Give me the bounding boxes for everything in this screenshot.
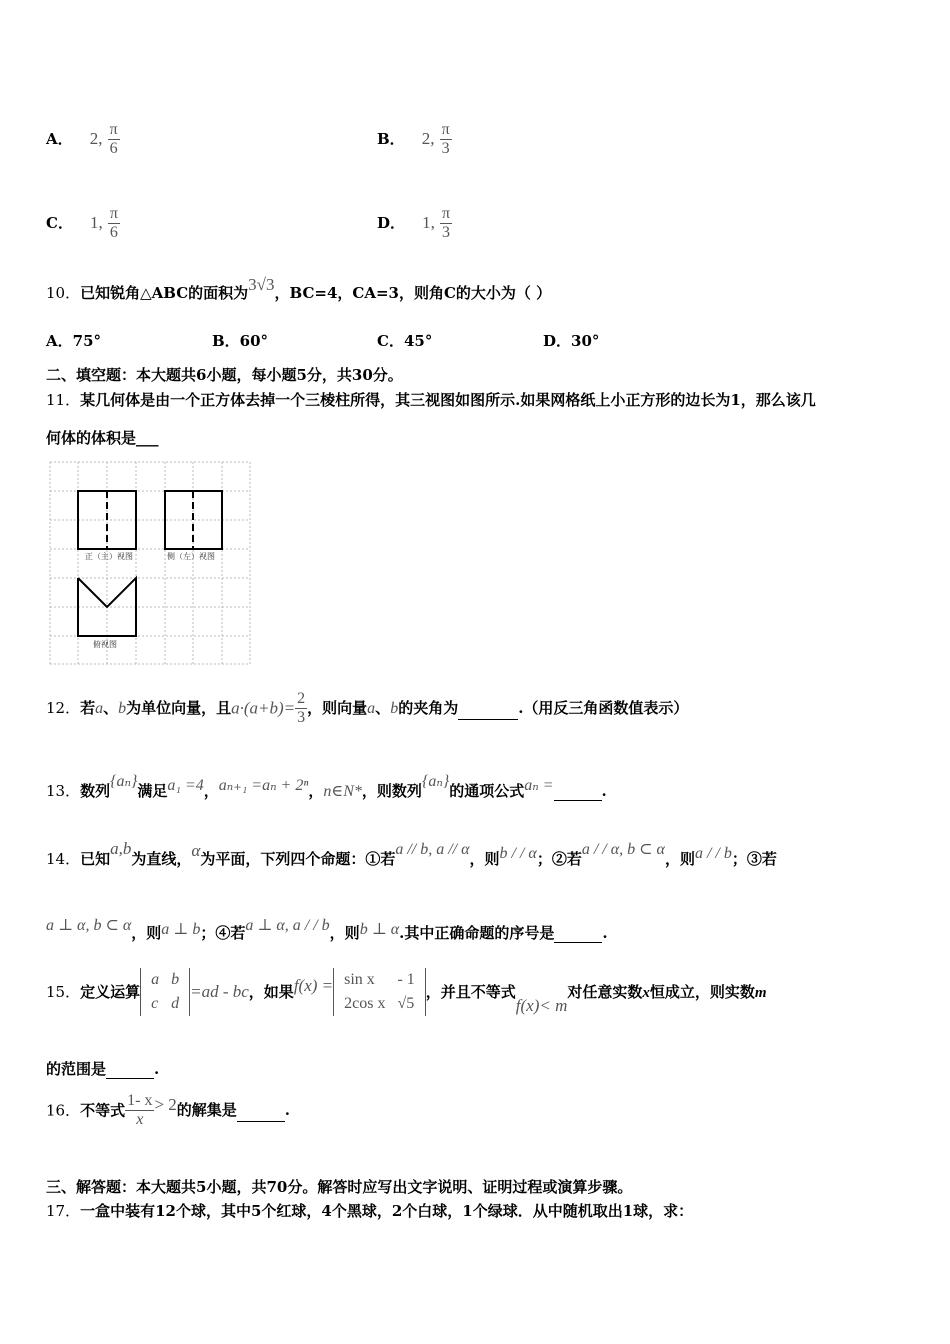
- separator: 、: [375, 699, 391, 717]
- determinant-definition: [140, 968, 190, 1016]
- option-prefix: 1,: [90, 213, 103, 232]
- general-term: aₙ =: [524, 777, 554, 794]
- question-text: 的解集是: [176, 1101, 237, 1119]
- q10-option-b[interactable]: B．60°: [212, 332, 269, 350]
- q10-option-c[interactable]: C．45°: [377, 332, 433, 350]
- question-number: 13．: [46, 782, 81, 800]
- question-15-line2: [46, 1058, 159, 1079]
- question-text: ，并且不等式: [425, 982, 516, 1001]
- comma: ，: [308, 782, 324, 800]
- question-text: .其中正确命题的序号是: [399, 924, 555, 942]
- option-fraction: [108, 121, 120, 158]
- question-text: .: [284, 1101, 291, 1119]
- inequality-fraction: [125, 1092, 154, 1129]
- variable-m: m: [754, 984, 767, 1001]
- top-view-caption: 俯视图: [93, 640, 117, 649]
- condition-3: a ⊥ α, b ⊂ α: [46, 917, 132, 934]
- question-text: 已知锐角△ABC的面积为: [80, 284, 249, 302]
- q10-option-a[interactable]: A．75°: [46, 332, 102, 350]
- question-number: 11．: [46, 391, 81, 409]
- option-a[interactable]: [46, 106, 120, 158]
- sequence-symbol: {aₙ}: [110, 773, 138, 790]
- vector-a: a: [367, 700, 376, 717]
- option-fraction: [440, 205, 452, 242]
- question-17: [46, 1200, 693, 1221]
- answer-blank[interactable]: [237, 1099, 285, 1122]
- option-b[interactable]: [377, 106, 452, 158]
- fraction-numerator: π: [109, 205, 118, 222]
- domain: n∈N*: [323, 783, 362, 800]
- fraction-numerator: π: [441, 121, 450, 138]
- result-4: b ⊥ α: [359, 921, 400, 938]
- question-text: ；②若: [536, 850, 582, 868]
- fraction-numerator: π: [441, 205, 451, 222]
- inequality: f(x)< m: [515, 995, 568, 1015]
- question-13: [46, 773, 607, 801]
- question-number: 16．: [46, 1101, 81, 1120]
- question-text: 不等式: [80, 1101, 126, 1120]
- question-number: 12．: [46, 699, 81, 717]
- function-determinant: [333, 968, 426, 1016]
- fraction-denominator: 3: [441, 224, 450, 241]
- condition-4: a ⊥ α, a / / b: [245, 917, 330, 934]
- plane-alpha: α: [191, 841, 201, 860]
- question-text: 的范围是: [46, 1060, 107, 1078]
- fraction-numerator: 2: [297, 690, 306, 707]
- answer-blank[interactable]: [554, 782, 602, 801]
- det-a: a: [151, 971, 160, 988]
- section-heading: 二、填空题：本大题共6小题，每小题5分，共30分。: [46, 366, 403, 384]
- det-sinx: sin x: [344, 971, 375, 988]
- question-text: 为直线，: [131, 850, 192, 868]
- question-11: [46, 389, 816, 410]
- option-label: B．: [377, 130, 405, 148]
- option-c[interactable]: [46, 190, 120, 242]
- det-d: d: [171, 995, 180, 1012]
- question-text: 若: [80, 699, 96, 717]
- answer-blank[interactable]: [106, 1060, 154, 1079]
- question-text: ，则: [664, 850, 695, 868]
- answer-blank[interactable]: [554, 924, 602, 943]
- sequence-symbol: {aₙ}: [421, 773, 450, 790]
- question-text: 已知: [80, 850, 111, 868]
- question-text: 的夹角为: [398, 699, 459, 717]
- question-number: 15．: [46, 983, 81, 1001]
- question-number: 10．: [46, 284, 81, 302]
- question-text: ；③若: [731, 850, 777, 868]
- variable-x: x: [642, 984, 650, 1001]
- vector-b: b: [390, 700, 399, 717]
- fraction-denominator: 6: [109, 140, 118, 157]
- det-2cosx: 2cos x: [344, 995, 386, 1012]
- det-sqrt5: √5: [397, 995, 415, 1012]
- three-view-figure: [49, 461, 251, 665]
- question-text: ，则: [469, 850, 500, 868]
- question-text: 满足: [137, 782, 168, 800]
- comma: ，: [203, 782, 219, 800]
- separator: 、: [103, 699, 119, 717]
- option-prefix: 1,: [422, 213, 435, 232]
- question-number: 14．: [46, 850, 81, 868]
- question-10: [46, 275, 552, 303]
- question-text: ，如果: [248, 983, 294, 1001]
- det-value: =ad - bc: [190, 982, 249, 1001]
- option-prefix: 2,: [421, 129, 435, 148]
- side-view-caption: 侧（左）视图: [167, 552, 215, 561]
- question-12: [46, 690, 688, 727]
- question-11-line2: 何体的体积是___: [46, 429, 159, 447]
- fraction-denominator: 3: [441, 140, 450, 157]
- front-view-caption: 正（主）视图: [85, 552, 133, 561]
- question-16: [46, 1092, 290, 1129]
- three-view-svg: [49, 461, 251, 665]
- lines-ab: a,b: [110, 839, 132, 858]
- area-expression: 3√3: [248, 275, 275, 294]
- section-heading: 三、解答题：本大题共5小题，共70分。解答时应写出文字说明、证明过程或演算步骤。: [46, 1178, 633, 1196]
- initial-term: a₁ =4: [167, 777, 204, 794]
- result-1: b / / α: [499, 845, 537, 862]
- det-minus-one: - 1: [397, 971, 415, 988]
- fraction-denominator: 3: [297, 709, 306, 726]
- question-text: 一盒中装有12个球，其中5个红球，4个黑球，2个白球，1个绿球．从中随机取出1球，求：: [80, 1202, 694, 1220]
- question-text: ，则向量: [307, 699, 368, 717]
- question-text: 为平面，下列四个命题：①若: [200, 850, 396, 868]
- q10-option-d[interactable]: D．30°: [543, 332, 600, 350]
- question-text: 为单位向量，且: [126, 699, 232, 717]
- option-label: D．: [377, 214, 406, 232]
- fraction-denominator: 6: [109, 224, 118, 241]
- result-2: a / / b: [694, 845, 732, 862]
- greater-than: > 2: [154, 1094, 177, 1114]
- result-3: a ⊥ b: [161, 921, 201, 938]
- fraction-numerator: π: [109, 121, 118, 138]
- question-text: ；④若: [200, 924, 246, 942]
- option-fraction: [440, 121, 452, 158]
- question-14-line2: [46, 917, 608, 943]
- question-15: [46, 968, 767, 1016]
- question-text: .: [154, 1060, 160, 1078]
- question-text: 恒成立，则实数: [649, 982, 755, 1001]
- expression-fraction: [295, 690, 307, 727]
- question-text: ，则: [329, 924, 360, 942]
- det-c: c: [151, 995, 159, 1012]
- question-text: .（用反三角函数值表示）: [518, 699, 689, 717]
- fraction-denominator: x: [136, 1111, 144, 1128]
- option-label: A．: [46, 130, 73, 148]
- question-text: ，则数列: [361, 782, 422, 800]
- question-text: 定义运算: [80, 983, 141, 1001]
- condition-2: a / / α, b ⊂ α: [581, 841, 665, 858]
- question-text: 数列: [80, 782, 111, 800]
- condition-1: a // b, a // α: [395, 841, 470, 858]
- question-text: .: [601, 782, 607, 800]
- function-fx: f(x) =: [293, 976, 334, 995]
- option-fraction: [108, 205, 120, 242]
- question-text: .: [602, 924, 608, 942]
- question-text: 的通项公式: [449, 782, 525, 800]
- question-number: 17．: [46, 1202, 81, 1220]
- question-text: ，BC=4，CA=3，则角C的大小为（ ）: [274, 284, 552, 302]
- option-label: C．: [46, 214, 73, 232]
- dot-product-expression: a·(a+b)=: [231, 698, 296, 718]
- vector-b: b: [118, 700, 127, 717]
- option-prefix: 2,: [89, 129, 103, 148]
- vector-a: a: [95, 700, 104, 717]
- question-text: ，则: [131, 924, 162, 942]
- recurrence: aₙ₊₁ =aₙ + 2ⁿ: [218, 777, 309, 794]
- question-text: 对任意实数: [567, 982, 643, 1001]
- option-d[interactable]: [377, 190, 452, 242]
- question-text: 某几何体是由一个正方体去掉一个三棱柱所得，其三视图如图所示.如果网格纸上小正方形的边长为1，那么该几: [80, 391, 816, 409]
- fraction-numerator: 1- x: [127, 1092, 153, 1109]
- question-14: [46, 839, 777, 869]
- answer-blank[interactable]: [458, 697, 518, 720]
- det-b: b: [171, 971, 180, 988]
